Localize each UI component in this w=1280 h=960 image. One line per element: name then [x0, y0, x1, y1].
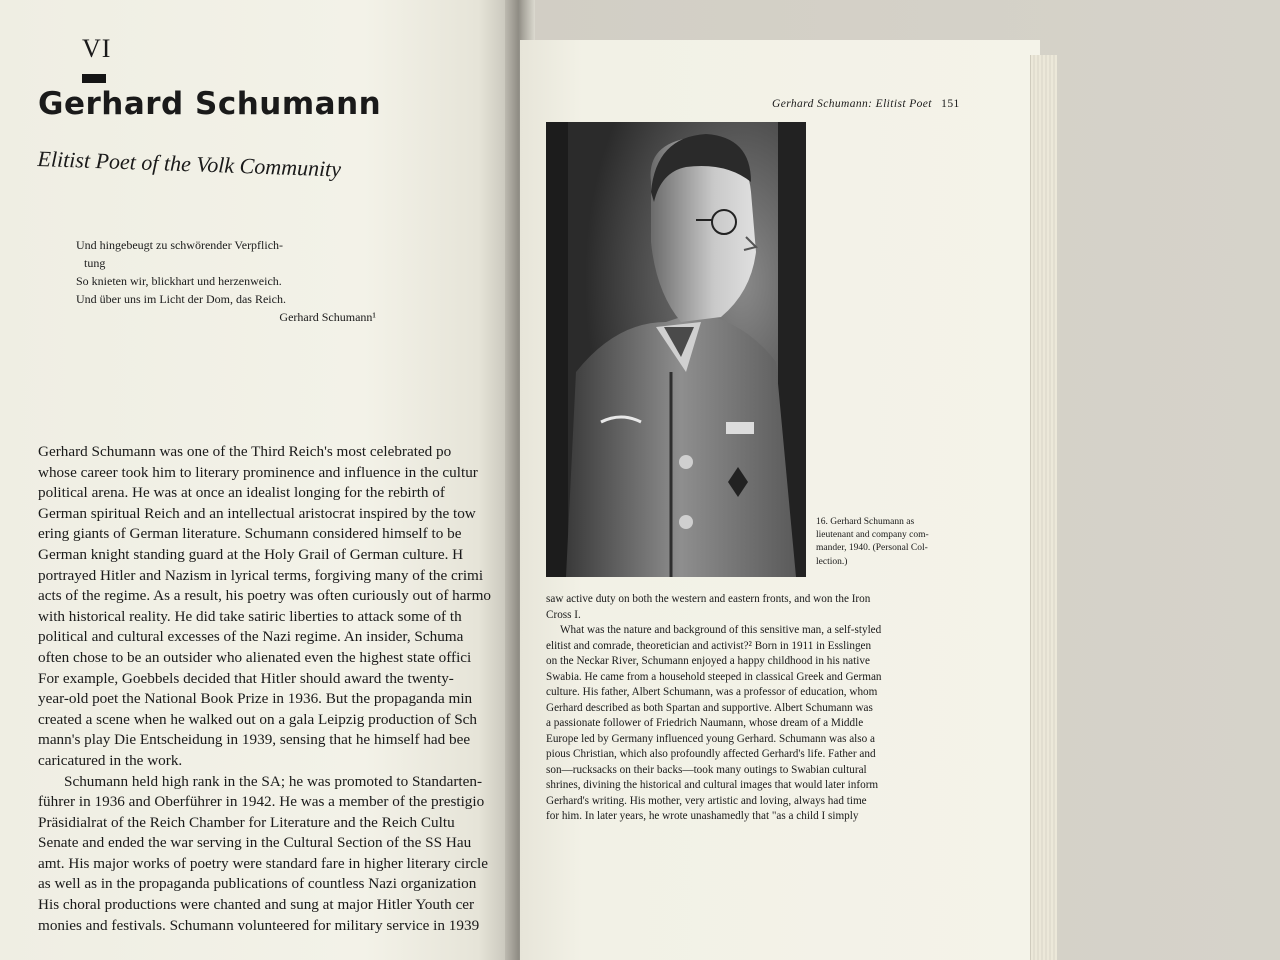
text-line: elitist and comrade, theoretician and activist?² Born in 1911 in Esslingen [546, 639, 872, 652]
epigraph-attribution: Gerhard Schumann¹ [279, 310, 376, 324]
text-line: shrines, divining the historical and cultural images that would later inform [546, 779, 879, 791]
caption-line: 16. Gerhard Schumann as [816, 517, 915, 527]
epigraph-line: Und hingebeugt zu schwörender Verpflich- [76, 238, 284, 252]
text-line: Gerhard described as both Spartan and supportive. Albert Schumann was [546, 701, 873, 714]
text-line: caricatured in the work. [38, 751, 183, 769]
text-line: saw active duty on both the western and eastern fronts, and won the Iron [546, 593, 871, 605]
left-page [0, 0, 520, 960]
text-line: Swabia. He came from a household steeped in classical Greek and German [546, 670, 882, 683]
epigraph [76, 236, 376, 326]
text-line: political arena. He was at once an idealist longing for the rebirth of [38, 484, 445, 502]
caption-line: lection.) [816, 556, 848, 567]
text-line: Gerhard Schumann was one of the Third Reich's most celebrated po [38, 443, 452, 460]
text-line: culture. His father, Albert Schumann, was a professor of education, whom [546, 686, 878, 698]
text-line: whose career took him to literary prominence and influence in the cultur [38, 463, 478, 481]
text-line: mann's play Die Entscheidung in 1939, sensing that he himself had bee [38, 731, 471, 749]
chapter-subtitle: Elitist Poet of the Volk Community [37, 146, 342, 182]
text-line: acts of the regime. As a result, his poetry was often curiously out of harmo [38, 587, 491, 605]
text-line: ering giants of German literature. Schumann considered himself to be [38, 525, 462, 543]
epigraph-line: tung [84, 256, 106, 270]
text-line: often chose to be an outsider who alienated even the highest state offici [38, 648, 472, 666]
chapter-title: Gerhard Schumann [38, 86, 382, 122]
running-head [772, 98, 960, 110]
page-number: 151 [941, 98, 960, 110]
text-line: for him. In later years, he wrote unashamedly that "as a child I simply [546, 810, 859, 822]
text-line: Präsidialrat of the Reich Chamber for Literature and the Reich Cultu [38, 813, 455, 831]
caption-line: lieutenant and company com- [816, 530, 929, 541]
text-line: as well as in the propaganda publications of countless Nazi organization [38, 875, 477, 893]
epigraph-line: So knieten wir, blickhart und herzenweich. [76, 274, 282, 288]
text-line: son—rucksacks on their backs—took many outings to Swabian cultural [546, 763, 867, 776]
left-body-text [38, 442, 516, 936]
photo-caption [816, 516, 976, 569]
text-line: Europe led by Germany influenced young Gerhard. Schumann was also a [546, 732, 875, 745]
text-line: Cross I. [546, 608, 581, 621]
text-line: monies and festivals. Schumann volunteered for military service in 1939 [38, 916, 480, 934]
caption-line: mander, 1940. (Personal Col- [816, 543, 928, 554]
chapter-rule [82, 74, 106, 83]
text-line: amt. His major works of poetry were standard fare in higher literary circle [38, 854, 488, 872]
text-line: His choral productions were chanted and sung at major Hitler Youth cer [38, 896, 475, 914]
text-line: Gerhard's writing. His mother, very artistic and loving, always had time [546, 794, 867, 807]
text-line: political and cultural excesses of the Nazi regime. An insider, Schuma [38, 628, 464, 646]
text-line: a passionate follower of Friedrich Naumann, whose dream of a Middle [546, 717, 864, 729]
text-line: German knight standing guard at the Holy Grail of German culture. H [38, 545, 464, 563]
text-line: German spiritual Reich and an intellectual aristocrat inspired by the tow [38, 504, 476, 522]
text-line: pious Christian, which also profoundly affected Gerhard's life. Father and [546, 748, 876, 760]
text-line: Senate and ended the war serving in the Cultural Section of the SS Hau [38, 834, 472, 852]
text-line: year-old poet the National Book Prize in 1936. But the propaganda min [38, 690, 473, 708]
text-line: on the Neckar River, Schumann enjoyed a happy childhood in his native [546, 655, 870, 667]
right-body-text [546, 592, 976, 825]
epigraph-line: Und über uns im Licht der Dom, das Reich. [76, 292, 286, 306]
text-line: For example, Goebbels decided that Hitler should award the twenty- [38, 669, 454, 687]
portrait-photo [546, 122, 806, 577]
text-line: Schumann held high rank in the SA; he was promoted to Standarten- [64, 772, 482, 790]
text-line: with historical reality. He did take satiric liberties to attack some of th [38, 607, 462, 625]
text-line: created a scene when he walked out on a gala Leipzig production of Sch [38, 710, 477, 728]
running-head-title: Gerhard Schumann: Elitist Poet [772, 98, 932, 110]
portrait-illustration [546, 122, 806, 577]
chapter-number: VI [82, 34, 112, 63]
right-page [520, 40, 1040, 960]
text-line: What was the nature and background of this sensitive man, a self-styled [560, 624, 882, 636]
page-edges [1030, 55, 1057, 960]
text-line: portrayed Hitler and Nazism in lyrical terms, forgiving many of the crimi [38, 566, 484, 584]
text-line: führer in 1936 and Oberführer in 1942. He was a member of the prestigio [38, 793, 485, 811]
